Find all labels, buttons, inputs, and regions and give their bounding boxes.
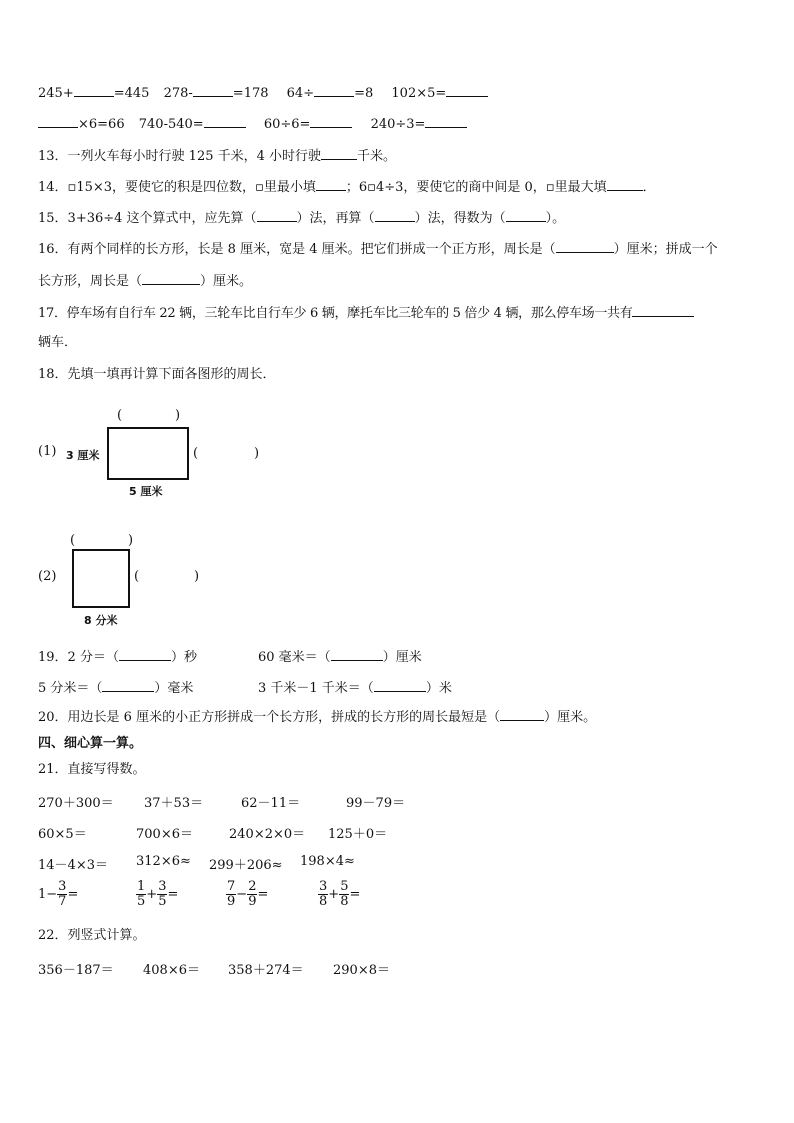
fraction bbox=[57, 880, 67, 909]
answer-blank[interactable] bbox=[142, 272, 200, 285]
fraction bbox=[339, 880, 349, 909]
denominator: 8 bbox=[319, 894, 328, 909]
question-text: 辆车． bbox=[38, 335, 78, 350]
denominator: 9 bbox=[227, 894, 236, 909]
calc-item: 356－187＝ bbox=[38, 963, 114, 978]
answer-blank[interactable] bbox=[556, 240, 614, 253]
answer-blank[interactable] bbox=[74, 84, 114, 97]
numerator: 2 bbox=[248, 879, 257, 894]
right-paren-close: ) bbox=[194, 569, 200, 584]
numerator: 1 bbox=[137, 879, 146, 894]
answer-blank[interactable] bbox=[446, 84, 488, 97]
expr-text: 740-540= bbox=[138, 117, 204, 132]
answer-blank[interactable] bbox=[316, 178, 346, 191]
equals-text: = bbox=[349, 887, 361, 902]
question-22-title: 22．列竖式计算。 bbox=[38, 928, 146, 943]
right-paren-open: ( bbox=[134, 569, 140, 584]
question-text: 3 千米－1 千米＝（ bbox=[258, 681, 374, 696]
top-paren-open: ( bbox=[70, 533, 76, 548]
question-20 bbox=[38, 708, 596, 726]
calc-item: 312×6≈ bbox=[136, 854, 191, 869]
question-text: 60 毫米＝（ bbox=[258, 650, 331, 665]
answer-blank[interactable] bbox=[119, 648, 171, 661]
calc-item: 198×4≈ bbox=[300, 854, 355, 869]
section-heading: 四、细心算一算。 bbox=[38, 736, 143, 751]
answer-blank[interactable] bbox=[102, 679, 154, 692]
question-text: 13．一列火车每小时行驶 125 千米，4 小时行驶 bbox=[38, 149, 322, 164]
question-text: ． bbox=[642, 180, 656, 195]
answer-blank[interactable] bbox=[310, 115, 352, 128]
q12-row2 bbox=[38, 115, 467, 133]
fraction bbox=[247, 880, 257, 909]
question-15 bbox=[38, 209, 565, 227]
question-13 bbox=[38, 147, 396, 165]
right-paren-close: ) bbox=[254, 446, 260, 461]
question-text: 19．2 分＝（ bbox=[38, 650, 119, 665]
calc-item: 290×8＝ bbox=[333, 963, 390, 978]
operator-text: + bbox=[146, 887, 158, 902]
equals-text: = bbox=[67, 887, 79, 902]
numerator: 3 bbox=[319, 879, 328, 894]
calc-item: 60×5＝ bbox=[38, 827, 87, 842]
expr-text: 64÷ bbox=[286, 86, 315, 101]
question-text: ）厘米；拼成一个 bbox=[613, 242, 718, 257]
numerator: 3 bbox=[158, 879, 167, 894]
rectangle-shape bbox=[107, 427, 189, 480]
fraction bbox=[157, 880, 167, 909]
question-text: ）厘米。 bbox=[200, 274, 253, 289]
expr-text: 102×5= bbox=[391, 86, 447, 101]
right-paren-open: ( bbox=[193, 446, 199, 461]
calc-item: 125＋0＝ bbox=[328, 827, 388, 842]
fraction bbox=[318, 880, 328, 909]
denominator: 9 bbox=[248, 894, 257, 909]
answer-blank[interactable] bbox=[607, 178, 643, 191]
question-text: 18．先填一填再计算下面各图形的周长． bbox=[38, 367, 276, 382]
calc-item: 62－11＝ bbox=[241, 796, 301, 811]
fraction-item bbox=[318, 880, 360, 909]
question-text: 千米。 bbox=[357, 149, 397, 164]
question-16-line1 bbox=[38, 240, 718, 258]
operand-text: 1− bbox=[38, 887, 58, 902]
question-19-b bbox=[258, 646, 422, 665]
question-19-a bbox=[38, 646, 197, 665]
calc-item: 299＋206≈ bbox=[209, 858, 283, 873]
fraction-item bbox=[38, 880, 78, 909]
question-text: 长方形，周长是（ bbox=[38, 274, 143, 289]
fraction bbox=[136, 880, 146, 909]
expr-text: 245+ bbox=[38, 86, 74, 101]
question-text: ）法，再算（ bbox=[296, 211, 375, 226]
question-text: ）厘米。 bbox=[544, 710, 597, 725]
question-text: ）法，得数为（ bbox=[414, 211, 506, 226]
top-paren-close: ) bbox=[175, 408, 181, 423]
answer-blank[interactable] bbox=[500, 708, 544, 721]
question-text: 14．▫15×3，要使它的积是四位数，▫里最小填 bbox=[38, 180, 316, 195]
question-17-line2 bbox=[38, 335, 77, 351]
calc-item: 240×2×0＝ bbox=[229, 827, 306, 842]
answer-blank[interactable] bbox=[506, 209, 546, 222]
left-side-label: 3 厘米 bbox=[66, 449, 100, 462]
calc-item: 700×6＝ bbox=[136, 827, 193, 842]
bottom-side-label: 8 分米 bbox=[84, 614, 118, 627]
question-16-line2 bbox=[38, 272, 252, 290]
question-text: 16．有两个同样的长方形，长是 8 厘米，宽是 4 厘米。把它们拼成一个正方形，周长是（ bbox=[38, 242, 556, 257]
bottom-side-label: 5 厘米 bbox=[129, 485, 163, 498]
denominator: 5 bbox=[158, 894, 167, 909]
figure-label: (2) bbox=[38, 569, 57, 584]
q12-row1 bbox=[38, 84, 488, 102]
numerator: 5 bbox=[340, 879, 349, 894]
answer-blank[interactable] bbox=[331, 648, 383, 661]
question-17-line1 bbox=[38, 304, 694, 322]
equals-text: = bbox=[257, 887, 269, 902]
calc-item: 270＋300＝ bbox=[38, 796, 114, 811]
answer-blank[interactable] bbox=[204, 115, 246, 128]
question-text: ）厘米 bbox=[382, 650, 422, 665]
equals-text: = bbox=[167, 887, 179, 902]
calc-item: 99－79＝ bbox=[346, 796, 406, 811]
denominator: 8 bbox=[340, 894, 349, 909]
question-text: ）秒 bbox=[170, 650, 197, 665]
question-text: ）。 bbox=[545, 211, 566, 226]
operator-text: + bbox=[328, 887, 340, 902]
question-text: 15．3+36÷4 这个算式中，应先算（ bbox=[38, 211, 257, 226]
question-text: ）毫米 bbox=[154, 681, 194, 696]
calc-item: 14－4×3＝ bbox=[38, 858, 108, 873]
figure-label: (1) bbox=[38, 444, 57, 459]
denominator: 7 bbox=[58, 894, 67, 909]
expr-text: 60÷6= bbox=[263, 117, 311, 132]
answer-blank[interactable] bbox=[632, 304, 694, 317]
answer-blank[interactable] bbox=[38, 115, 78, 128]
question-text: 20．用边长是 6 厘米的小正方形拼成一个长方形，拼成的长方形的周长最短是（ bbox=[38, 710, 501, 725]
question-text: ）米 bbox=[425, 681, 452, 696]
square-shape bbox=[72, 549, 130, 608]
numerator: 3 bbox=[58, 879, 67, 894]
expr-text: 240÷3= bbox=[370, 117, 426, 132]
fraction bbox=[226, 880, 236, 909]
top-paren-close: ) bbox=[128, 533, 134, 548]
expr-text: =445 bbox=[113, 86, 150, 101]
answer-blank[interactable] bbox=[425, 115, 467, 128]
answer-blank[interactable] bbox=[374, 679, 426, 692]
question-text: 17．停车场有自行车 22 辆，三轮车比自行车少 6 辆，摩托车比三轮车的 5 倍少 4 辆，那么停车场一共有 bbox=[38, 306, 633, 321]
operator-text: − bbox=[236, 887, 248, 902]
calc-item: 37＋53＝ bbox=[144, 796, 204, 811]
question-19-d bbox=[258, 677, 452, 696]
question-19-c bbox=[38, 677, 193, 696]
answer-blank[interactable] bbox=[375, 209, 415, 222]
numerator: 7 bbox=[227, 879, 236, 894]
expr-text: =178 bbox=[232, 86, 269, 101]
answer-blank[interactable] bbox=[314, 84, 354, 97]
fraction-item bbox=[136, 880, 178, 909]
fraction-item bbox=[226, 880, 268, 909]
denominator: 5 bbox=[137, 894, 146, 909]
question-text: 5 分米＝（ bbox=[38, 681, 103, 696]
expr-text: 278- bbox=[163, 86, 193, 101]
answer-blank[interactable] bbox=[193, 84, 233, 97]
expr-text: ×6=66 bbox=[78, 117, 125, 132]
answer-blank[interactable] bbox=[321, 147, 357, 160]
question-21-title: 21．直接写得数。 bbox=[38, 762, 146, 777]
top-paren-open: ( bbox=[117, 408, 123, 423]
question-text: ；6▫4÷3，要使它的商中间是 0，▫里最大填 bbox=[345, 180, 607, 195]
answer-blank[interactable] bbox=[257, 209, 297, 222]
calc-item: 358＋274＝ bbox=[228, 963, 304, 978]
expr-text: =8 bbox=[354, 86, 374, 101]
question-18-title bbox=[38, 367, 276, 383]
question-14 bbox=[38, 178, 656, 196]
calc-item: 408×6＝ bbox=[143, 963, 200, 978]
